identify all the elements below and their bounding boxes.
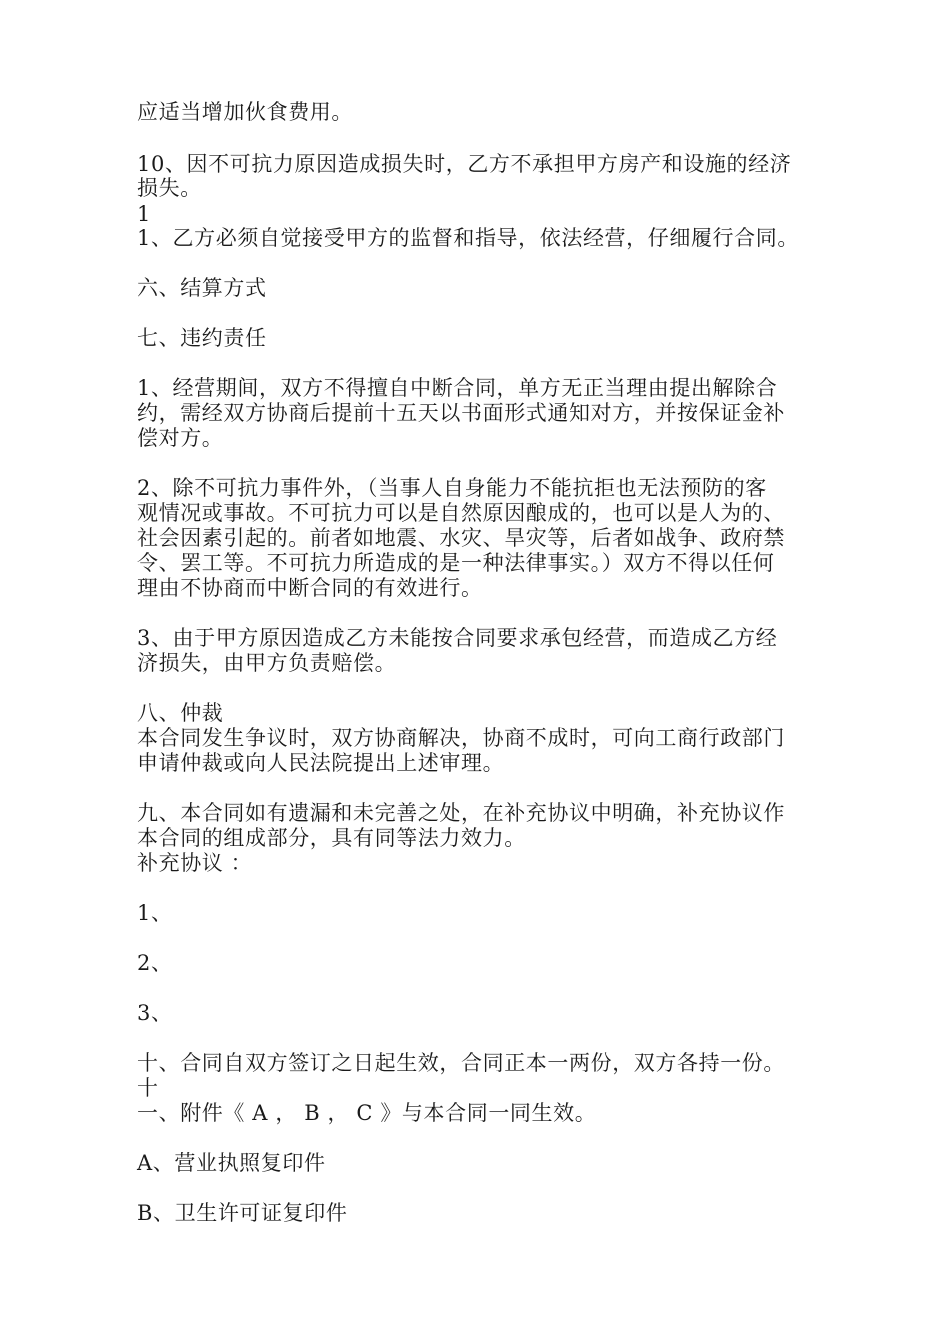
text-line: 1 <box>137 202 151 226</box>
text-line: 10、因不可抗力原因造成损失时，乙方不承担甲方房产和设施的经济 <box>137 152 792 176</box>
text-line: 十、合同自双方签订之日起生效，合同正本一两份，双方各持一份。 <box>137 1051 785 1075</box>
text-line: 九、本合同如有遗漏和未完善之处，在补充协议中明确，补充协议作 <box>137 801 785 825</box>
section-heading: 八、仲裁 <box>137 701 224 725</box>
text-line: 社会因素引起的。前者如地震、水灾、旱灾等，后者如战争、政府禁 <box>137 526 785 550</box>
list-item: B、卫生许可证复印件 <box>137 1201 348 1225</box>
text-line: 本合同发生争议时，双方协商解决，协商不成时，可向工商行政部门 <box>137 726 785 750</box>
text-line: 令、罢工等。不可抗力所造成的是一种法律事实。）双方不得以任何 <box>137 551 775 575</box>
text-line: 理由不协商而中断合同的有效进行。 <box>137 576 483 600</box>
list-item: 2、 <box>137 951 173 975</box>
text-line: 十 <box>137 1076 159 1100</box>
text-line: 偿对方。 <box>137 426 224 450</box>
text-line: 1、经营期间，双方不得擅自中断合同，单方无正当理由提出解除合 <box>137 376 778 400</box>
text-line: 本合同的组成部分，具有同等法力效力。 <box>137 826 526 850</box>
section-heading: 六、结算方式 <box>137 276 267 300</box>
list-item: 1、 <box>137 901 173 925</box>
text-line: 补充协议 ： <box>137 851 253 875</box>
text-line: 申请仲裁或向人民法院提出上述审理。 <box>137 751 505 775</box>
text-line: 3、由于甲方原因造成乙方未能按合同要求承包经营，而造成乙方经 <box>137 626 778 650</box>
text-line: 济损失，由甲方负责赔偿。 <box>137 651 397 675</box>
text-line: 1、乙方必须自觉接受甲方的监督和指导，依法经营，仔细履行合同。 <box>137 226 799 250</box>
text-line: 约，需经双方协商后提前十五天以书面形式通知对方，并按保证金补 <box>137 401 785 425</box>
list-item: 3、 <box>137 1001 173 1025</box>
text-line: 损失。 <box>137 176 202 200</box>
text-line: 2、除不可抗力事件外，（当事人自身能力不能抗拒也无法预防的客 <box>137 476 767 500</box>
text-line: 应适当增加伙食费用。 <box>137 100 353 124</box>
text-line: 一、附件《 A ， B ， C 》与本合同一同生效。 <box>137 1101 597 1125</box>
list-item: A、营业执照复印件 <box>137 1151 326 1175</box>
section-heading: 七、违约责任 <box>137 326 267 350</box>
text-line: 观情况或事故。不可抗力可以是自然原因酿成的，也可以是人为的、 <box>137 501 785 525</box>
